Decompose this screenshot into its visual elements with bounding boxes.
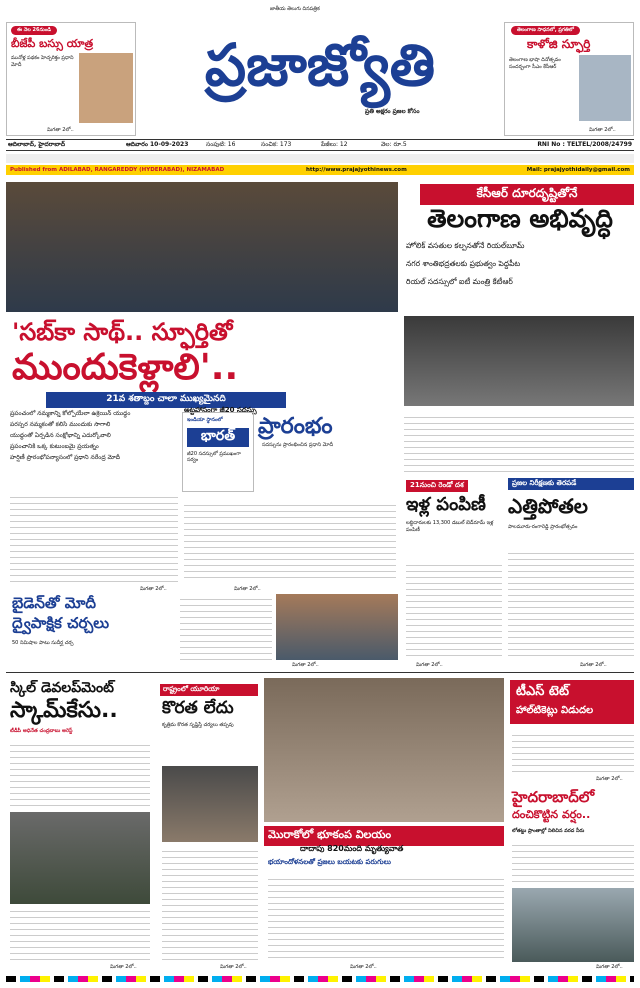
top-story-sub2: నగర శాంతిభద్రతలకు ప్రభుత్వం పెద్దపీట [406, 259, 521, 268]
urea-headline: కొరత లేదు [162, 698, 234, 718]
morocco-sub: దాదాపు 820మంది మృత్యువాత [300, 844, 404, 853]
morocco-earthquake-photo [264, 678, 504, 822]
right-ear-badge: తెలంగాణ సాధనలో, ప్రగతిలో [511, 26, 580, 35]
registration-color-bar [6, 976, 634, 982]
grievances-kicker: ప్రజల నిరీక్షణకు తెరపడే [508, 478, 634, 490]
housing-kicker: 21నుంచి రెండో దశ [406, 480, 468, 492]
rain-headline-1: హైదరాబాద్‌లో [512, 788, 595, 806]
left-ear-byline: మిగతా 2లో.. [47, 127, 74, 133]
skill-headline-2: స్కామ్‌కేసు.. [10, 698, 118, 723]
urea-byline: మిగతా 2లో.. [220, 964, 247, 970]
bharat-box-sub: జీ20 సదస్సులో ప్రముఖంగా సర్వం [187, 450, 241, 463]
rain-headline-2: దంచికొట్టిన వర్షం.. [512, 808, 591, 821]
top-story-kicker: కేసీఆర్ దూరదృష్టితోనే [420, 184, 634, 205]
dateline-issue: సంచిక: 173 [261, 141, 292, 148]
g20-body [184, 500, 396, 580]
biden-headline-2: ద్వైపాక్షిక చర్చలు [12, 614, 110, 632]
dateline-pages: పేజీలు: 12 [321, 141, 348, 148]
main-story-strap: 21వ శతాబ్దం చాలా ముఖ్యమైనది [46, 392, 286, 408]
grievances-byline: మిగతా 2లో.. [580, 662, 607, 668]
g20-kicker: అట్టహాసంగా జీ20 సదస్సు [184, 406, 257, 414]
urea-kicker: రాష్ట్రంలో యూరియా [160, 684, 258, 696]
mail-link[interactable]: Mail: prajajyothidaily@gmail.com [526, 167, 630, 173]
grievances-headline: ఎత్తిపోతల [508, 494, 588, 518]
g20-byline: మిగతా 2లో.. [234, 586, 261, 592]
morocco-headline: మొరాకోలో భూకంప విలయం [264, 826, 504, 846]
housing-byline: మిగతా 2లో.. [416, 662, 443, 668]
right-ear-text: తెలంగాణ భాషా దినోత్సవం సందర్భంగా సీఎం కేసీఆర్ [509, 57, 561, 70]
main-story-leads [10, 410, 178, 465]
modi-photo [79, 53, 133, 123]
grievances-body [508, 548, 634, 660]
top-story-sub3: రియల్ సదస్సులో ఐటీ మంత్రి కేటీఆర్ [406, 277, 513, 286]
dateline-volume: సంపుటి: 16 [206, 141, 236, 148]
g20-sub: సదస్సును ప్రారంభించిన ప్రధాని మోదీ [262, 442, 334, 448]
chandrababu-arrest-photo [10, 812, 150, 904]
left-ear-headline: బీజేపీ బస్సు యాత్ర [11, 37, 93, 50]
main-lead-1: ప్రపంచంలో నమ్మకాన్ని కోల్పోయేలా ఉక్రెయిన్ యుద్ధం [10, 410, 131, 417]
skill-byline: మిగతా 2లో.. [110, 964, 137, 970]
g20-summit-photo [6, 182, 398, 312]
morocco-sub-2: భయాందోళనలతో ప్రజలు బయటకు పరుగులు [268, 858, 391, 866]
left-ear [6, 22, 136, 136]
skill-text: టీడీపీ అధినేత చంద్రబాబు అరెస్ట్ [10, 728, 73, 734]
dateline-date: ఆదివారం 10-09-2023 [126, 141, 189, 148]
masthead-tagline-bottom: ప్రతి అక్షరం ప్రజల కోసం [365, 108, 420, 115]
bharat-box-kicker: ఇండియా స్థానంలో [187, 417, 223, 423]
masthead-tagline-top: జాతీయ తెలుగు దినపత్రిక [270, 6, 320, 12]
masthead-title: ప్రజాజ్యోతి [204, 31, 436, 99]
main-story-byline: మిగతా 2లో.. [140, 586, 167, 592]
main-lead-3: యుద్ధంతో ఏర్పడిన సంక్షోభాన్ని ఎదుర్కోవాలి [10, 432, 111, 439]
biden-text: 50 నిమిషాల పాటు సుదీర్ఘ చర్చ [12, 640, 74, 646]
tet-headline-2: హాల్‌టికెట్లు విడుదల [516, 705, 594, 716]
rain-body [512, 840, 634, 884]
main-story-body [10, 492, 178, 584]
grievances-sub: పాలమూరు-రంగారెడ్డి ప్రారంభోత్సవం [508, 524, 578, 530]
dateline-place: ఆదిలాబాద్, హైదరాబాద్ [8, 141, 66, 148]
urea-body [162, 846, 258, 962]
bharat-box [182, 412, 254, 492]
skill-body-2 [10, 906, 150, 962]
rain-byline: మిగతా 2లో.. [596, 964, 623, 970]
publication-strip [6, 165, 634, 175]
main-story-headline: ముందుకెళ్లాలి'.. [12, 347, 239, 388]
main-lead-2: పరస్పర నమ్మకంతో కలిసి ముందుకు సాగాలి [10, 421, 111, 428]
main-story-kicker: 'సబ్‌కా సాథ్.. స్ఫూర్తితో [12, 318, 233, 346]
tet-body [512, 730, 634, 776]
bharat-box-headline: భారత్ [187, 428, 249, 447]
dateline-bar [6, 139, 634, 151]
kcr-photo [579, 55, 631, 121]
g20-headline: ప్రారంభం [258, 414, 333, 439]
urea-text: కృత్రిమ కొరత సృష్టిస్తే చర్యలు తప్పవు [162, 722, 234, 728]
dateline-rni: RNI No : TELTEL/2008/24799 [537, 141, 632, 148]
ktr-body [404, 412, 634, 472]
right-ear-byline: మిగతా 2లో.. [589, 127, 616, 133]
biden-modi-photo [276, 594, 398, 660]
biden-body [180, 594, 272, 660]
housing-text: లబ్ధిదారులకు 13,300 డబుల్ బెడ్‌రూమ్ ఇళ్ల పంపిణీ [406, 520, 494, 533]
section-divider [6, 672, 634, 673]
panchang-strip [6, 154, 634, 163]
housing-headline: ఇళ్ల పంపిణీ [406, 494, 486, 515]
top-story-sub1: హోలిక్ వసతుల కల్పనతోనే రియల్‌బూమ్ [406, 241, 525, 250]
tet-headline-1: టీఎస్ టెట్ [516, 684, 570, 699]
skill-headline-1: స్కిల్ డెవలప్‌మెంట్ [10, 680, 114, 696]
website-link[interactable]: http://www.prajajyothinews.com [306, 167, 407, 173]
minister-photo [162, 766, 258, 842]
published-from: Published from ADILABAD, RANGAREDDY (HYDERABAD), NIZAMABAD [10, 167, 225, 173]
left-ear-badge: ఈ నెల 26నుండి [11, 26, 57, 35]
biden-byline: మిగతా 2లో.. [292, 662, 319, 668]
morocco-byline: మిగతా 2లో.. [350, 964, 377, 970]
right-ear [504, 22, 634, 136]
skill-body [10, 740, 150, 810]
tet-byline: మిగతా 2లో.. [596, 776, 623, 782]
dateline-price: వెల: రూ.5 [381, 141, 407, 148]
hyderabad-rain-photo [512, 888, 634, 962]
morocco-body [268, 874, 504, 962]
housing-body [406, 560, 502, 660]
main-lead-5: హర్షిణీ ప్రారంభోపన్యాసంలో ప్రధాని నరేంద్ర మోదీ [10, 454, 120, 461]
main-lead-4: ప్రపంచానికి ఒక్క కుటుంబమై ప్రయత్నం [10, 443, 99, 450]
top-story-headline: తెలంగాణ అభివృద్ధి [427, 204, 613, 233]
right-ear-headline: కాళోజి స్ఫూర్తి [527, 37, 591, 51]
left-ear-text: మునోళ్ల పథకం హెచ్చరిక్తం ప్రధాని మోదీ [11, 55, 74, 68]
biden-headline-1: బైడెన్‌తో మోదీ [12, 594, 97, 612]
ktr-event-photo [404, 316, 634, 406]
rain-text: లోతట్టు ప్రాంతాల్లో నిలిచిన వరద నీరు [512, 828, 585, 834]
